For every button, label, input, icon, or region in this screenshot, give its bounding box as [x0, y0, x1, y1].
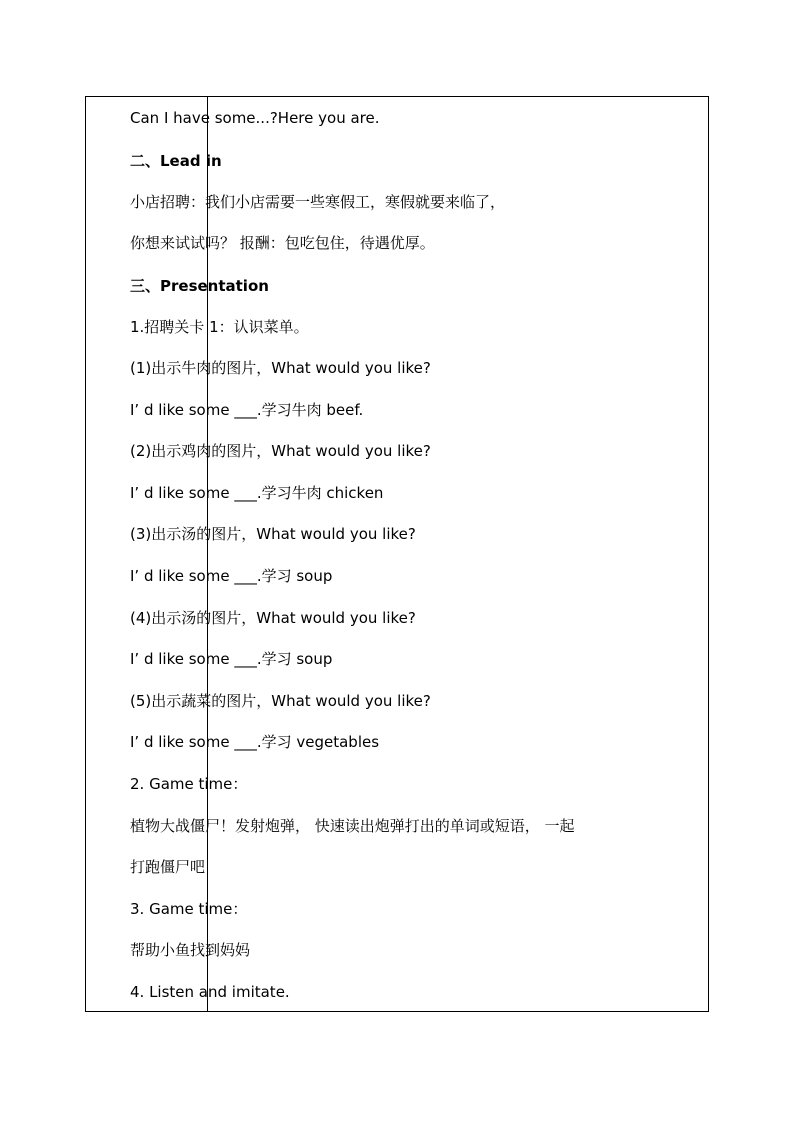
text-line-stage-1: 1.招聘关卡 1：认识菜单。 — [130, 318, 309, 336]
text-line-recruit-1: 小店招聘：我们小店需要一些寒假工，寒假就要来临了， — [130, 193, 506, 211]
section-heading-lead-in: 二、Lead in — [130, 152, 222, 170]
section-heading-presentation: 三、Presentation — [130, 277, 269, 295]
text-line-recruit-2: 你想来试试吗？ 报酬：包吃包住，待遇优厚。 — [130, 234, 435, 252]
text-line-chicken-answer: I’ d like some ___.学习牛肉 chicken — [130, 484, 384, 502]
text-line-listen-imitate: 4. Listen and imitate. — [130, 983, 290, 1001]
text-line-soup-answer-1: I’ d like some ___.学习 soup — [130, 567, 333, 585]
text-line-soup-question-2: (4)出示汤的图片，What would you like? — [130, 609, 416, 627]
text-line-soup-answer-2: I’ d like some ___.学习 soup — [130, 650, 333, 668]
text-line-game-time-1: 2. Game time： — [130, 775, 248, 793]
text-line-game-2-desc: 帮助小鱼找到妈妈 — [130, 941, 251, 959]
text-line-beef-question: (1)出示牛肉的图片，What would you like? — [130, 359, 431, 377]
text-line-chicken-question: (2)出示鸡肉的图片，What would you like? — [130, 442, 431, 460]
text-line-game-time-2: 3. Game time： — [130, 900, 248, 918]
text-line-sentence-pattern: Can I have some...?Here you are. — [130, 109, 380, 127]
text-line-vegetables-answer: I’ d like some ___.学习 vegetables — [130, 733, 380, 751]
text-line-beef-answer: I’ d like some ___.学习牛肉 beef. — [130, 401, 364, 419]
text-line-vegetables-question: (5)出示蔬菜的图片，What would you like? — [130, 692, 431, 710]
text-line-game-1-desc-1: 植物大战僵尸！发射炮弹， 快速读出炮弹打出的单词或短语， 一起 — [130, 817, 575, 835]
text-line-game-1-desc-2: 打跑僵尸吧 — [130, 858, 206, 876]
text-line-soup-question-1: (3)出示汤的图片，What would you like? — [130, 525, 416, 543]
